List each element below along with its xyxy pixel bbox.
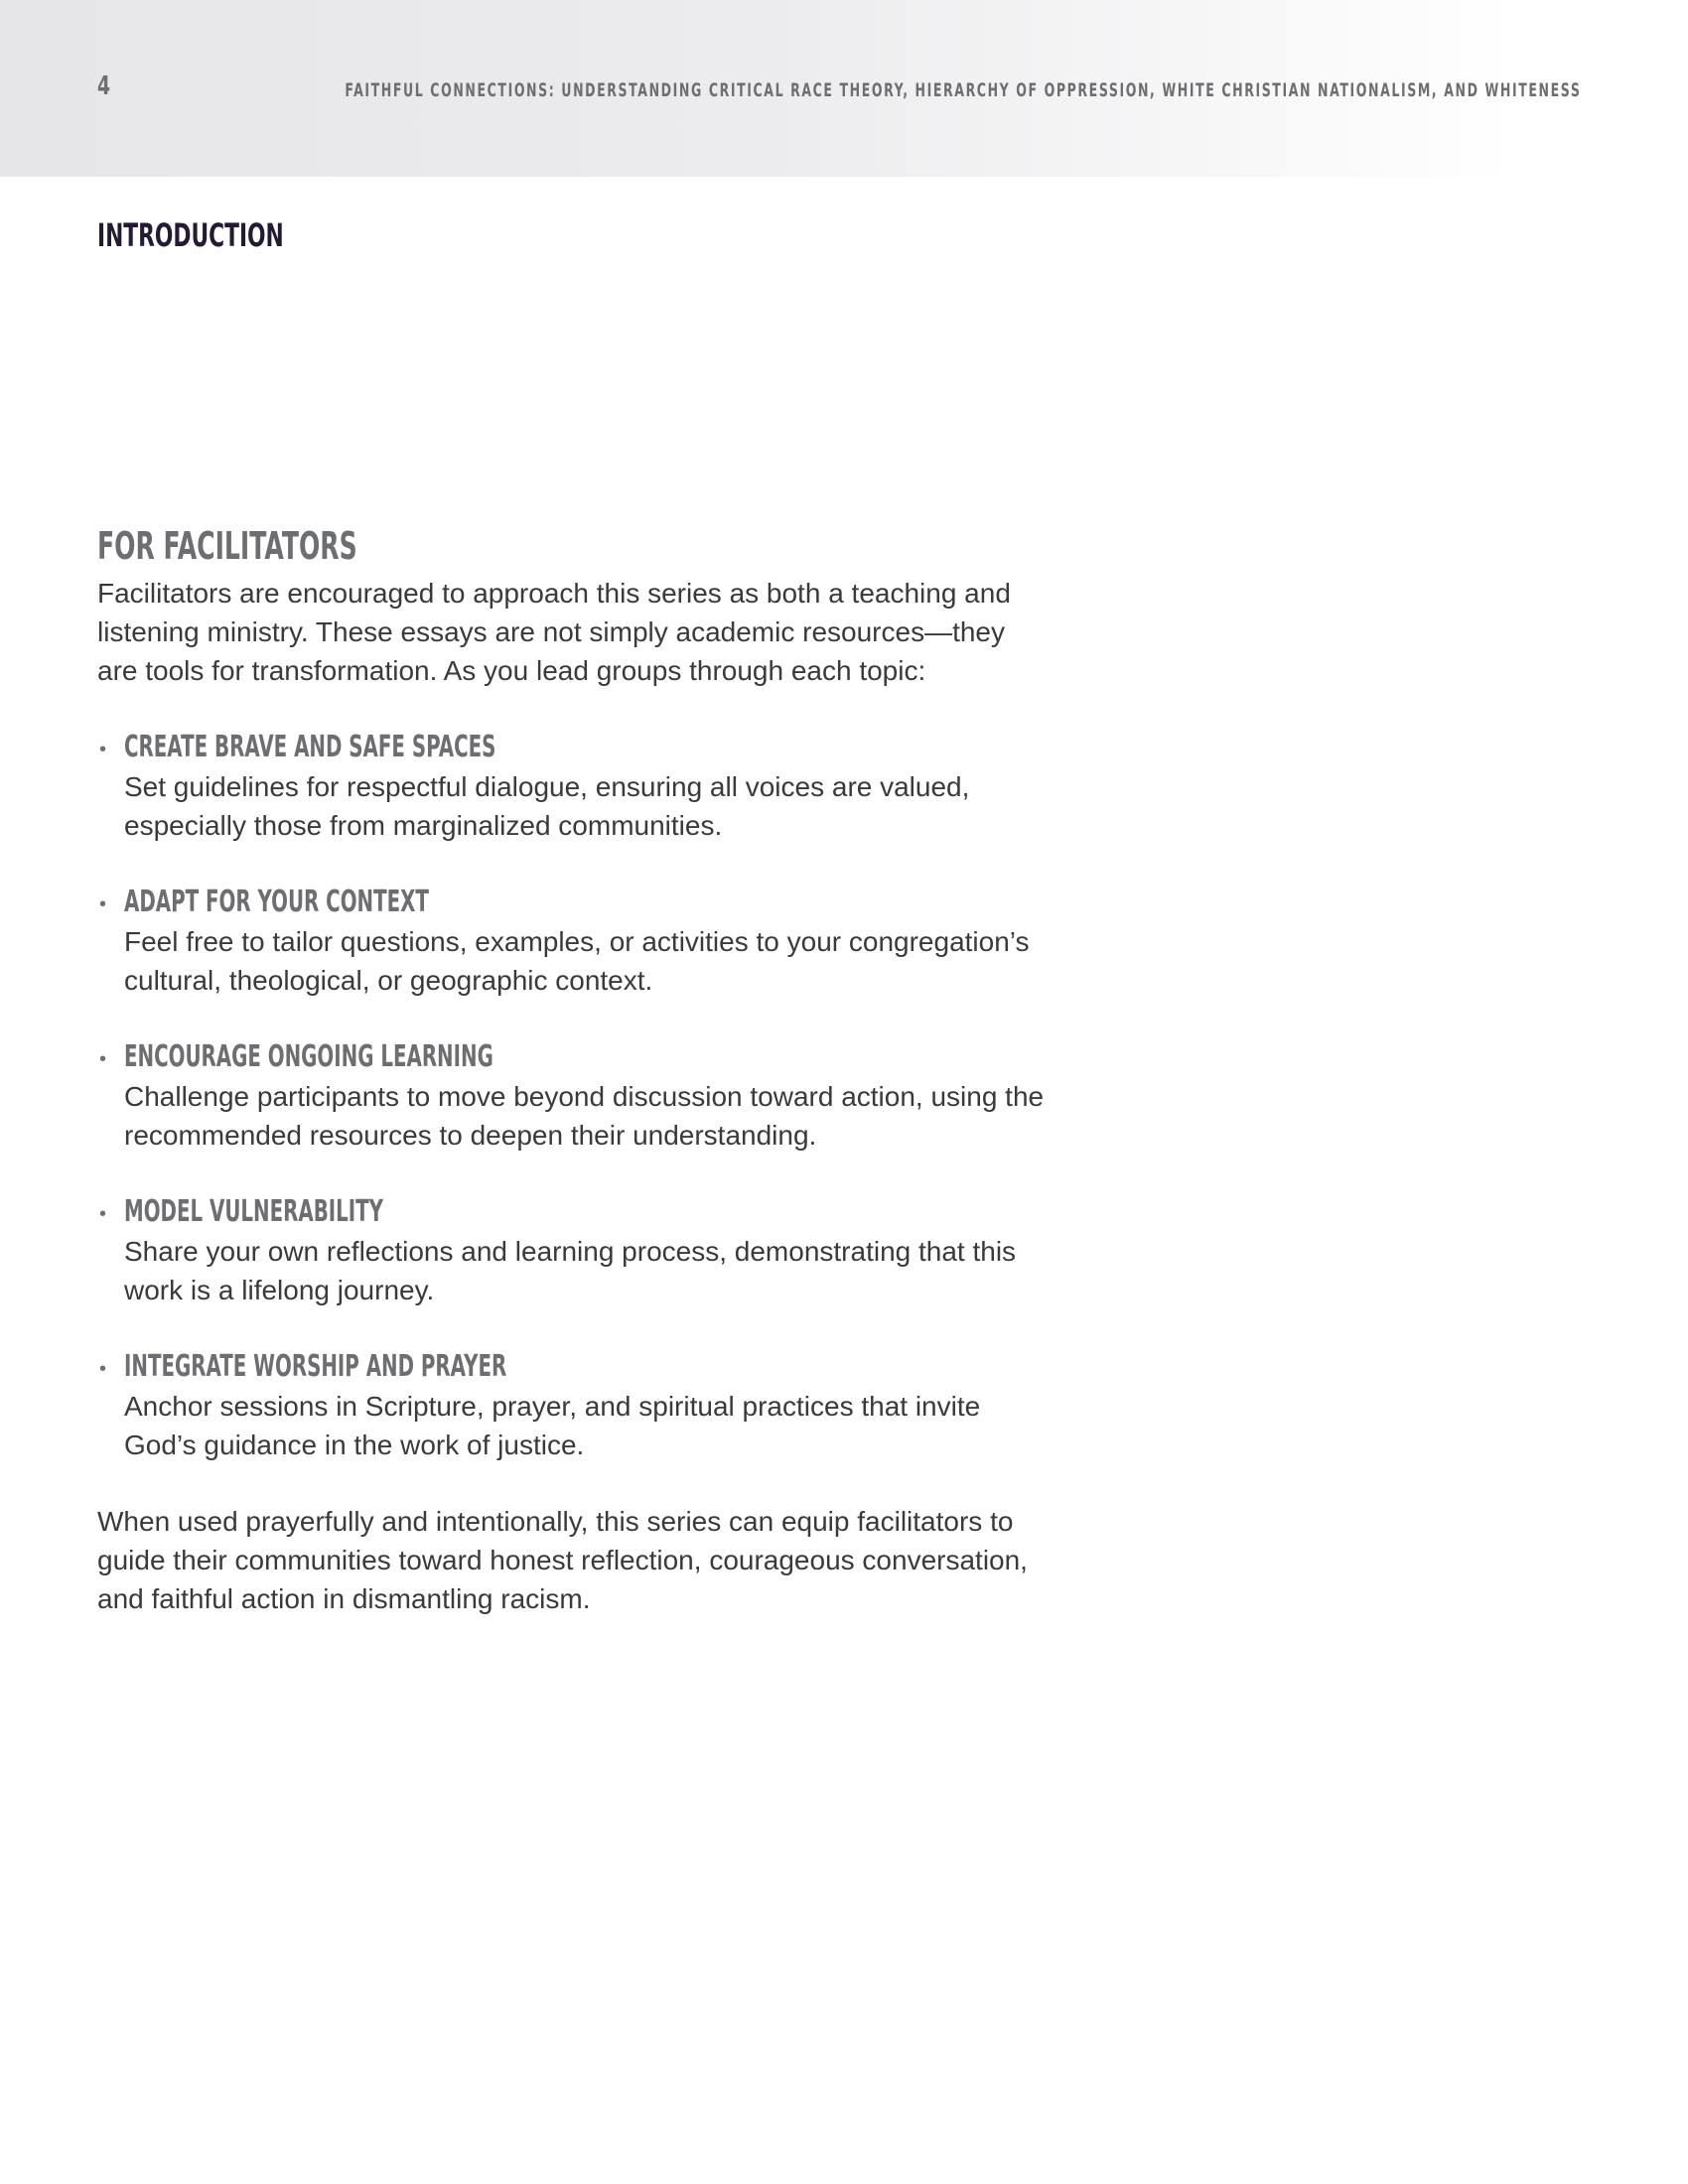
section-title: INTRODUCTION [97,216,284,254]
list-item-title: ENCOURAGE ONGOING LEARNING [124,1039,493,1074]
bullet-icon: • [99,1048,107,1070]
list-item-title: CREATE BRAVE AND SAFE SPACES [124,730,496,764]
list-item-text: Set guidelines for respectful dialogue, ensuring all voices are valued, especially those from marginalized communities. [124,771,970,841]
closing-paragraph: When used prayerfully and intentionally, this series can equip facilitators to guide their communities toward honest reflection, courageous conversation, and faithful action in dismantling racism. [97,1506,1028,1614]
running-title: FAITHFUL CONNECTIONS: UNDERSTANDING CRITICAL RACE THEORY, HIERARCHY OF OPPRESSION, WHITE CHRISTIAN NATIONALISM, AND WHITENESS [344,79,1581,101]
list-item-title: MODEL VULNERABILITY [124,1194,383,1229]
list-item [97,1192,1090,1309]
facilitators-heading: FOR FACILITATORS [97,524,357,568]
bullet-icon: • [99,739,107,760]
list-item-text: Share your own reflections and learning process, demonstrating that this work is a lifelong journey. [124,1236,1017,1305]
list-item-text: Anchor sessions in Scripture, prayer, and spiritual practices that invite God’s guidance in the work of justice. [124,1391,981,1460]
list-item-text: Feel free to tailor questions, examples, or activities to your congregation’s cultural, theological, or geographic context. [124,926,1030,996]
list-item-title: INTEGRATE WORSHIP AND PRAYER [124,1349,507,1384]
list-item-title: ADAPT FOR YOUR CONTEXT [124,885,429,919]
facilitators-intro: Facilitators are encouraged to approach this series as both a teaching and listening ministry. These essays are not simply academic resources—they are tools for transformation. As you lead groups through each topic: [97,578,1011,686]
list-item [97,1037,1090,1155]
page-number: 4 [97,71,111,101]
list-item-text: Challenge participants to move beyond discussion toward action, using the recommended resources to deepen their understanding. [124,1081,1045,1151]
facilitator-tips-list [97,728,1090,1464]
facilitators-section [97,524,1090,1618]
list-item [97,728,1090,845]
list-item [97,883,1090,1000]
bullet-icon: • [99,893,107,915]
bullet-icon: • [99,1358,107,1380]
list-item [97,1347,1090,1464]
bullet-icon: • [99,1203,107,1225]
